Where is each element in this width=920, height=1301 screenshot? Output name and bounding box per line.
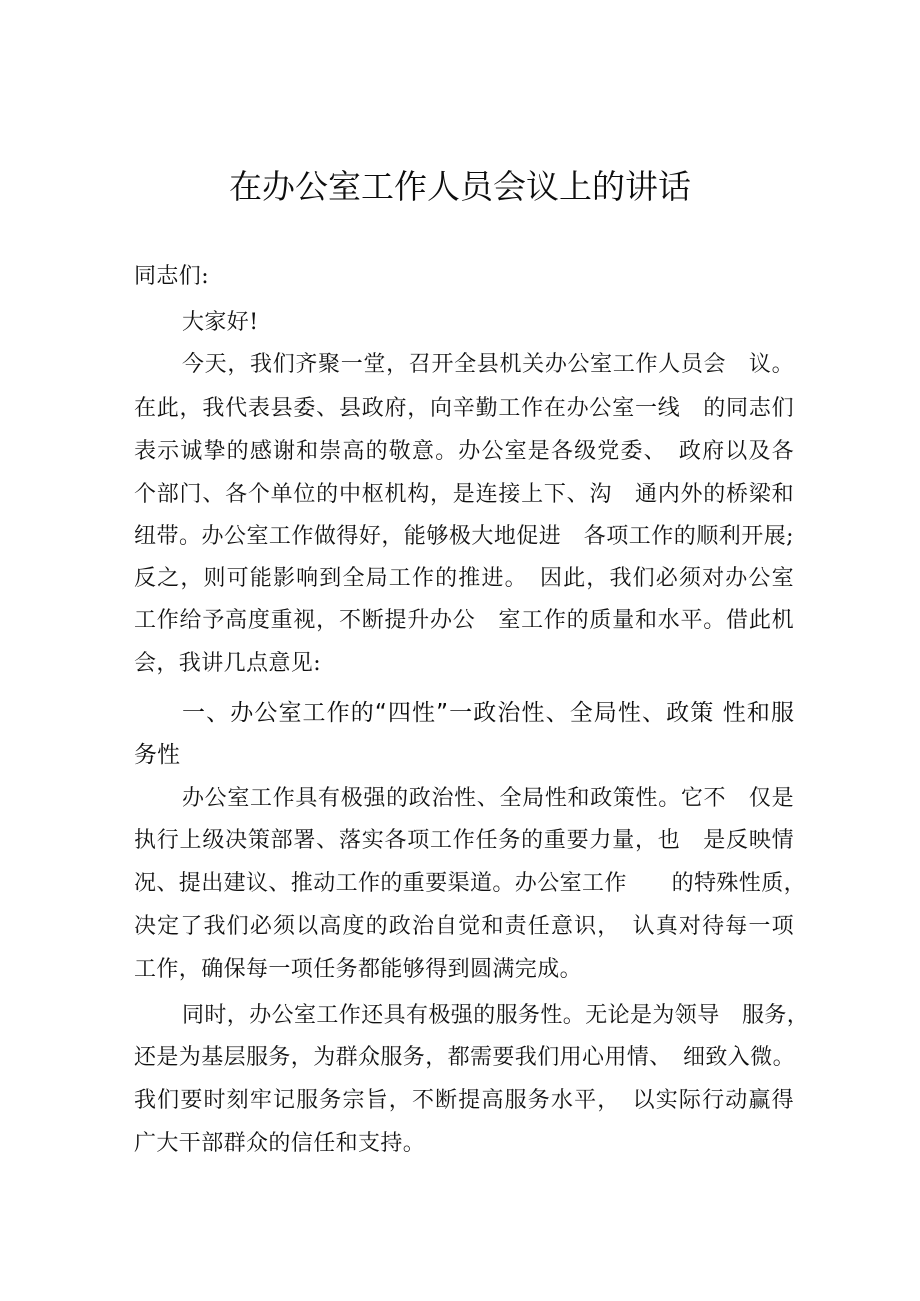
paragraph-line: 工作给予高度重视，不断提升办公 室工作的质量和水平。借此机 (134, 608, 794, 633)
paragraph-line: 表示诚挚的感谢和崇高的敬意。办公室是各级党委、 政府以及各 (134, 439, 794, 464)
paragraph-line: 工作，确保每一项任务都能够得到圆满完成。 (134, 957, 583, 982)
paragraph-line: 同时，办公室工作还具有极强的服务性。无论是为领导 服务， (182, 1003, 810, 1028)
section-heading: 务性 (134, 742, 180, 768)
paragraph-line: 执行上级决策部署、落实各项工作任务的重要力量，也 是反映情 (134, 828, 794, 853)
paragraph-line: 决定了我们必须以高度的政治自觉和责任意识， 认真对待每一项 (134, 914, 794, 939)
paragraph-line: 我们要时刻牢记服务宗旨，不断提高服务水平， 以实际行动赢得 (134, 1088, 794, 1113)
paragraph-line: 个部门、各个单位的中枢机构，是连接上下、沟 通内外的桥梁和 (134, 482, 794, 507)
paragraph-line: 反之，则可能影响到全局工作的推进。 因此，我们必须对办公室 (134, 566, 794, 591)
paragraph-line: 今天，我们齐聚一堂，召开全县机关办公室工作人员会 议。 (182, 352, 794, 377)
paragraph-line: 况、提出建议、推动工作的重要渠道。办公室工作 的特殊性质， (134, 871, 807, 896)
section-heading: 一、办公室工作的“四性”一政治性、全局性、政策 性和服 (182, 700, 794, 726)
salutation: 同志们: (134, 264, 210, 289)
greeting: 大家好! (182, 310, 259, 335)
paragraph-line: 会，我讲几点意见: (134, 651, 322, 676)
document-title: 在办公室工作人员会议上的讲话 (229, 167, 691, 206)
paragraph-line: 办公室工作具有极强的政治性、全局性和政策性。它不 仅是 (182, 786, 794, 811)
paragraph-line: 还是为基层服务，为群众服务，都需要我们用心用情、 细致入微。 (134, 1045, 796, 1070)
paragraph-line: 在此，我代表县委、县政府，向辛勤工作在办公室一线 的同志们 (134, 396, 794, 421)
paragraph-line: 纽带。办公室工作做得好，能够极大地促进 各项工作的顺利开展; (134, 524, 794, 549)
paragraph-line: 广大干部群众的信任和支持。 (134, 1131, 426, 1156)
